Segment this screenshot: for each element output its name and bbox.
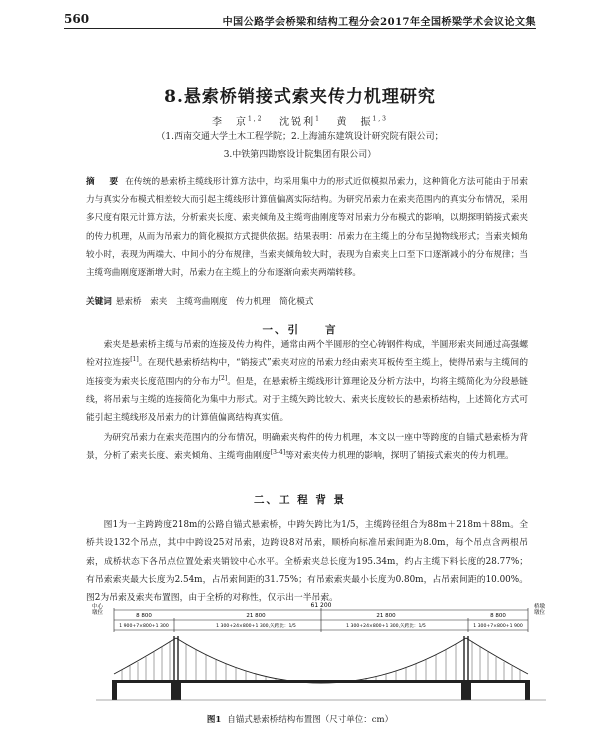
main-cable <box>466 638 528 674</box>
author-affil-mark: 1,3 <box>372 115 388 123</box>
keywords <box>86 295 528 309</box>
citation-ref: [1] <box>130 356 139 364</box>
bridge-deck <box>112 680 530 683</box>
body-paragraph <box>86 429 528 466</box>
bridge-towers <box>174 636 468 700</box>
citation-ref: [3-4] <box>270 449 286 457</box>
main-cable <box>176 638 466 683</box>
abstract-text: 在传统的悬索桥主缆线形计算方法中，均采用集中力的形式近似模拟吊索力，这种简化方法可能由于吊索力与真实分布模式相差较大而引起主缆线形计算值偏离实际结构。为研究吊索力在索夹范围内的真实分布情况，采用多尺度有限元计算方法，分析索夹长度、索夹倾角及主缆弯曲刚度等对吊索力分布模式的影响，以期探明销接式索夹的传力机理，从而为吊索力的简化模拟方式提供依据。结果表明：吊索力在主缆上的分布呈抛物线形式；当索夹倾角较小时，表现为两端大、中间小的分布规律，当索夹倾角较大时，表现为自索夹上口至下口逐渐减小的分布规律；当主缆弯曲刚度逐渐增大时，吊索力在主缆上的分布逐渐向索夹两端转移。 <box>86 177 528 279</box>
body-paragraph <box>86 336 528 427</box>
paragraph-text: 。在现代悬索桥结构中，“销接式”索夹对应的吊索力经由索夹耳板传至主缆上，使得吊索与主缆间的连接变为索夹长度范围内的分布力 <box>86 358 528 387</box>
body-paragraph: 图1为一主跨跨度218m的公路自锚式悬索桥，中跨矢跨比为1/5，主缆跨径组合为88m＋218m＋88m。全桥共设132个吊点，其中中跨设25对吊索，边跨设8对吊索，顺桥向标准吊索间距为8.0m，每个吊点含两根吊索，成桥状态下各吊点位置处索夹销铰中心水平。全桥索夹总长度为195.34m，约占主缆下料长度的28.77%；有吊索索夹最大长度为2.54m，占吊索间距的31.75%；有吊索索夹最小长度为0.80m，占吊索间距的10.00%。图2为吊索及索夹布置图，由于全桥的对称性，仅示出一半吊索。 <box>86 520 528 604</box>
dim-side-right: 8 800 <box>490 613 506 619</box>
affiliation-line: （1.西南交通大学土木工程学院；2.上海浦东建筑设计研究院有限公司； <box>156 132 444 142</box>
abstract-label: 摘 要 <box>86 177 122 187</box>
paragraph-text: 为研究吊索力在索夹范围内的分布情况，明确索夹构件的传力机理，本文以一座中等跨度的自锚式悬索桥为背景，分析了索夹长度、索夹倾角、主缆弯曲刚度 <box>86 433 528 462</box>
page-number: 560 <box>64 12 90 26</box>
author-affil-mark: 1 <box>315 115 321 123</box>
citation-ref: [2] <box>218 374 228 382</box>
bridge-piers <box>112 683 530 700</box>
figure-number: 图1 <box>206 715 222 725</box>
right-pier-label: 桥墩 <box>534 604 546 610</box>
right-pier-label: 墩位 <box>534 610 546 616</box>
left-pier-label: 中心 <box>92 604 104 610</box>
author-name: 沈锐利 <box>279 117 316 128</box>
left-pier-label: 墩位 <box>92 610 104 616</box>
dim-main-right: 21 800 <box>376 613 396 619</box>
keywords-text: 悬索桥 索夹 主缆弯曲刚度 传力机理 简化模式 <box>115 297 314 307</box>
affiliation-line: 3.中铁第四勘察设计院集团有限公司） <box>223 150 377 160</box>
dim-seg1: 1 900+7×800+1 300 <box>119 624 169 629</box>
journal-title: 中国公路学会桥梁和结构工程分会2017年全国桥梁学术会议论文集 <box>222 17 536 28</box>
running-header <box>64 8 536 28</box>
section-heading-intro: 一、引 言 <box>262 324 338 336</box>
dim-seg4: 1 300+7×800+1 900 <box>473 624 523 629</box>
dim-side-left: 8 800 <box>136 613 152 619</box>
main-cable <box>114 638 176 674</box>
author-name: 黄 振 <box>336 117 373 128</box>
paper-title: 8.悬索桥销接式索夹传力机理研究 <box>164 87 436 107</box>
figure-caption-text: 自锚式悬索桥结构布置图（尺寸单位：cm） <box>227 715 394 725</box>
figure-caption <box>0 713 600 725</box>
bridge-layout-figure <box>86 600 556 708</box>
hanger-set <box>122 641 520 680</box>
paragraph-text: 索夹是悬索桥主缆与吊索的连接及传力构件，通常由两个半圆形的空心铸钢件构成，半圆形索夹间通过高强螺栓对拉连接 <box>86 340 528 369</box>
author-name: 李 京 <box>211 117 248 128</box>
author-list <box>0 113 600 128</box>
bridge-elevation-drawing <box>86 600 556 708</box>
author-affil-mark: 1,2 <box>247 115 264 123</box>
keywords-label: 关键词 <box>86 297 112 307</box>
dim-seg3: 1 300+24×800+1 300,矢跨比：1/5 <box>346 624 426 629</box>
paragraph-text: 。但是，在悬索桥主缆线形计算理论及分析方法中，均将主缆简化为分段悬链线，将吊索与主缆的连接简化为集中力形式。对于主缆矢跨比较大、索夹长度较长的悬索桥结构，上述简化方式可能引起主缆线形及吊索力的计算值偏离结构真实值。 <box>86 376 528 424</box>
dim-main-left: 21 800 <box>246 613 266 619</box>
header-rule <box>64 28 536 29</box>
section-heading-background: 二、工 程 背 景 <box>254 494 346 506</box>
paragraph-text: 等对索夹传力机理的影响，探明了销接式索夹的传力机理。 <box>285 451 514 462</box>
abstract <box>86 173 528 282</box>
dim-total: 61 200 <box>310 602 332 609</box>
dim-seg2: 1 300+24×800+1 300,矢跨比：1/5 <box>216 624 296 629</box>
